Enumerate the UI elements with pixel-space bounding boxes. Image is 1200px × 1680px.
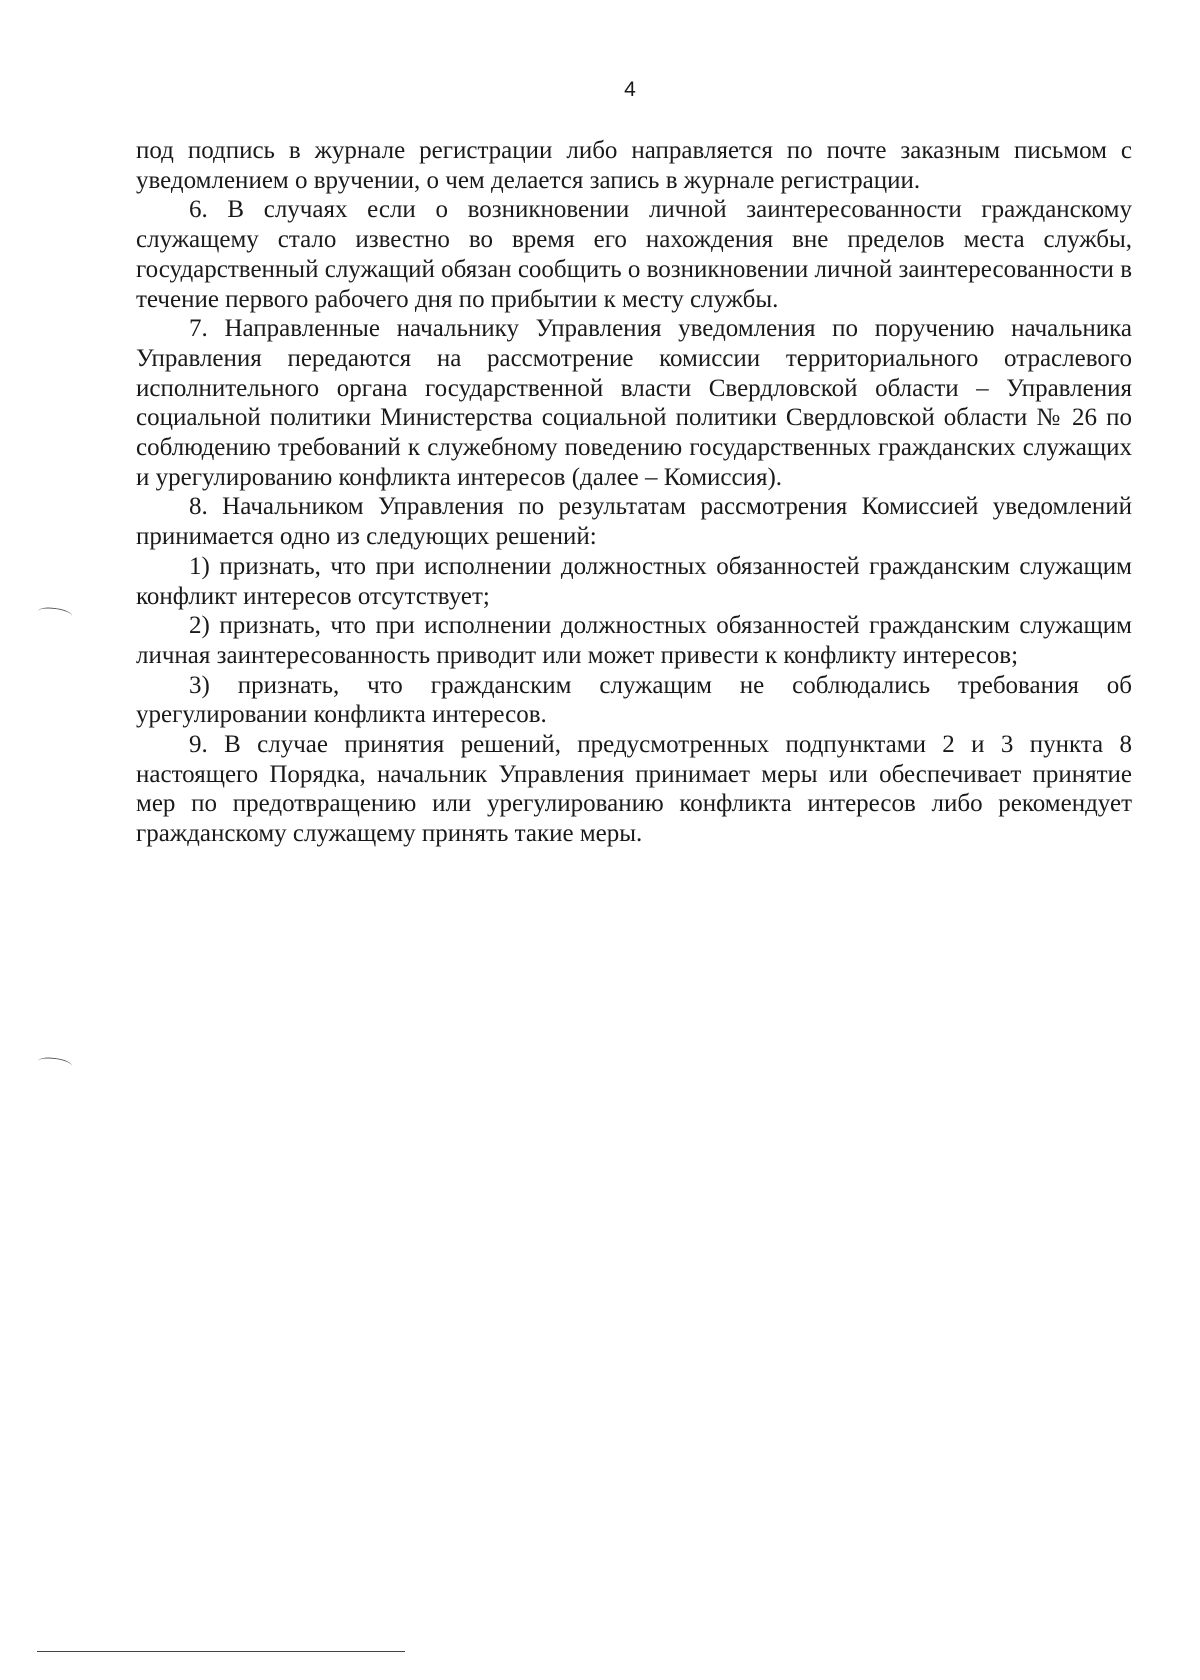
- paragraph-item-9: 9. В случае принятия решений, предусмотренных подпунктами 2 и 3 пункта 8 настоящего Порядка, начальник Управления принимает меры или обеспечивает принятие мер по предотвращению или урегулированию конфликта интересов либо рекомендует гражданскому служащему принять такие меры.: [136, 731, 1132, 848]
- paragraph-item-6: 6. В случаях если о возникновении личной заинтересованности гражданскому служащему стало известно во время его нахождения вне пределов места службы, государственный служащий обязан сообщить о возникновении личной заинтересованности в течение первого рабочего дня по прибытии к месту службы.: [136, 196, 1132, 313]
- paragraph-item-7: 7. Направленные начальнику Управления уведомления по поручению начальника Управления передаются на рассмотрение комиссии территориального отраслевого исполнительного органа государственной власти Свердловской области – Управления социальной политики Министерства социальной политики Свердловской области № 26 по соблюдению требований к служебному поведению государственных гражданских служащих и урегулированию конфликта интересов (далее – Комиссия).: [136, 315, 1132, 491]
- subitem-1: 1) признать, что при исполнении должностных обязанностей гражданским служащим конфликт интересов отсутствует;: [136, 552, 1132, 610]
- subitem-3: 3) признать, что гражданским служащим не соблюдались требования об урегулировании конфликта интересов.: [136, 671, 1132, 729]
- paragraph-item-8: 8. Начальником Управления по результатам рассмотрения Комиссией уведомлений принимается одно из следующих решений:: [136, 493, 1132, 551]
- document-body: [136, 136, 1132, 849]
- scan-artifact-mark: [37, 1056, 72, 1072]
- paragraph-continuation: под подпись в журнале регистрации либо направляется по почте заказным письмом с уведомлением о вручении, о чем делается запись в журнале регистрации.: [136, 137, 1132, 194]
- subitem-2: 2) признать, что при исполнении должностных обязанностей гражданским служащим личная заинтересованность приводит или может привести к конфликту интересов;: [136, 612, 1132, 669]
- page-number: 4: [624, 78, 636, 101]
- scan-artifact-mark: [37, 606, 72, 622]
- footer-divider-line: [37, 1651, 405, 1652]
